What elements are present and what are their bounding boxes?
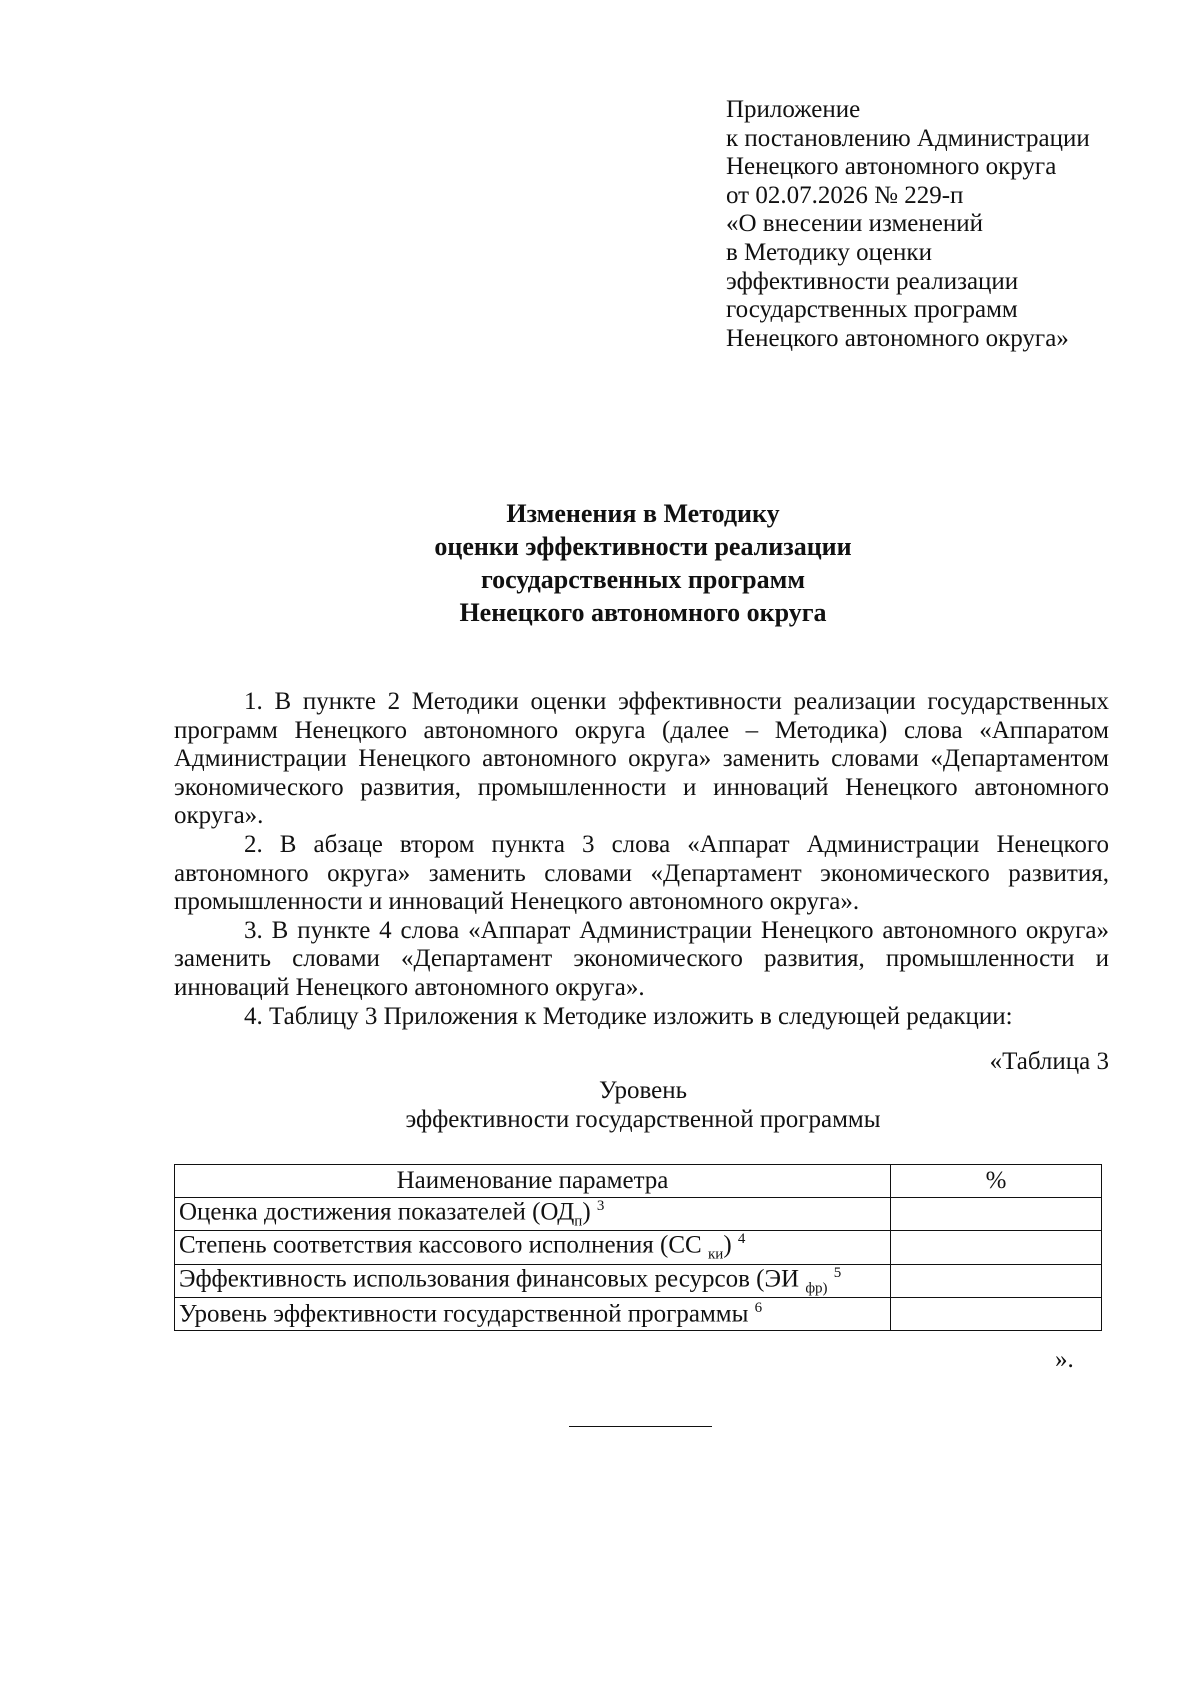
appendix-line: к постановлению Администрации	[726, 124, 1090, 152]
parameter-value	[891, 1231, 1102, 1264]
appendix-line: Ненецкого автономного округа»	[726, 324, 1069, 352]
footnote-mark: 5	[833, 1264, 842, 1281]
parameter-name	[175, 1297, 891, 1330]
parameter-text: Эффективность использования финансовых ресурсов (ЭИ	[179, 1264, 800, 1292]
column-header-percent: %	[891, 1165, 1102, 1198]
parameter-text: Оценка достижения показателей (ОД	[179, 1198, 575, 1226]
footnote-mark: 4	[737, 1231, 746, 1248]
paragraph: 1. В пункте 2 Методики оценки эффективности реализации государственных программ Ненецкого автономного округа (далее – Методика) слова «Аппаратом Администрации Ненецкого автономного округа» заменить словами «Департаментом экономического развития, промышленности и инноваций Ненецкого автономного округа».	[174, 688, 1109, 830]
parameter-value	[891, 1198, 1102, 1231]
title-line: Ненецкого автономного округа	[459, 598, 827, 627]
paragraph: 2. В абзаце втором пункта 3 слова «Аппарат Администрации Ненецкого автономного округа» заменить словами «Департамент экономического развития, промышленности и инноваций Ненецкого автономного округа».	[174, 830, 1109, 916]
column-header-name: Наименование параметра	[175, 1165, 891, 1198]
appendix-line: в Методику оценки	[726, 238, 932, 266]
parameter-subscript: фр)	[805, 1279, 828, 1296]
closing-quote: ».	[1055, 1346, 1074, 1373]
table-subtitle: эффективности государственной программы	[405, 1106, 881, 1133]
table-row	[175, 1231, 1102, 1264]
parameter-value	[891, 1297, 1102, 1330]
parameter-subscript: п	[574, 1213, 583, 1230]
appendix-line: Приложение	[726, 96, 861, 123]
appendix-line: эффективности реализации	[726, 267, 1019, 295]
parameter-text: Уровень эффективности государственной программы	[179, 1300, 749, 1328]
table-row	[175, 1297, 1102, 1330]
parameter-close: )	[723, 1231, 732, 1259]
document-body	[174, 688, 1109, 1031]
appendix-line: Ненецкого автономного округа	[726, 153, 1057, 181]
footnote-mark: 6	[754, 1299, 763, 1316]
title-line: Изменения в Методику	[506, 499, 780, 528]
title-line: оценки эффективности реализации	[434, 532, 852, 561]
paragraph: 3. В пункте 4 слова «Аппарат Администрации Ненецкого автономного округа» заменить словами «Департамент экономического развития, промышленности и инноваций Ненецкого автономного округа».	[174, 916, 1109, 1001]
appendix-line: государственных программ	[726, 296, 1018, 324]
appendix-header	[726, 96, 1146, 353]
parameter-subscript: ки	[707, 1246, 724, 1263]
separator-line	[569, 1426, 712, 1427]
appendix-line: от 02.07.2026 № 229-п	[726, 181, 964, 209]
parameter-name	[175, 1198, 891, 1231]
table-header-row	[175, 1165, 1102, 1198]
table-title: Уровень	[598, 1077, 688, 1104]
table-number: «Таблица 3	[989, 1048, 1109, 1075]
appendix-line: «О внесении изменений	[726, 210, 984, 238]
paragraph: 4. Таблицу 3 Приложения к Методике изложить в следующей редакции:	[244, 1002, 1013, 1030]
parameter-name	[175, 1231, 891, 1264]
parameter-close: )	[582, 1198, 591, 1226]
parameter-name	[175, 1264, 891, 1297]
table-row	[175, 1264, 1102, 1297]
document-title	[0, 497, 1200, 629]
footnote-mark: 3	[596, 1198, 605, 1214]
parameters-table	[174, 1164, 1102, 1331]
parameter-text: Степень соответствия кассового исполнения (СС	[179, 1231, 702, 1259]
parameter-value	[891, 1264, 1102, 1297]
title-line: государственных программ	[480, 565, 806, 594]
table-row	[175, 1198, 1102, 1231]
